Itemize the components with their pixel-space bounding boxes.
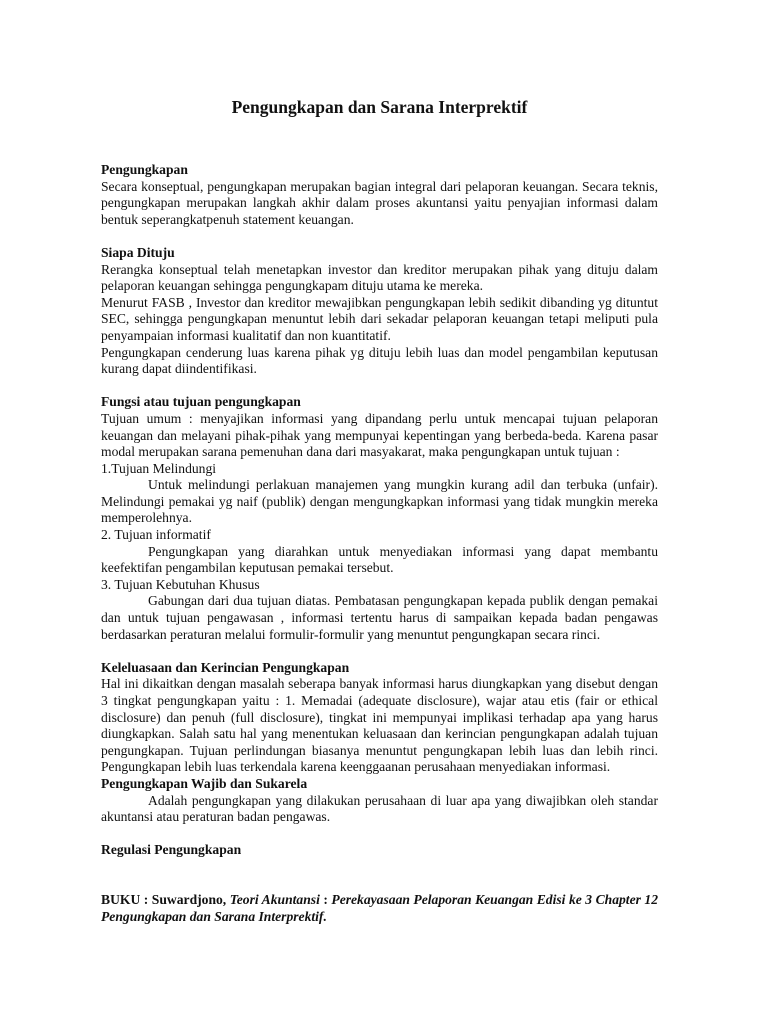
heading-siapa-dituju: Siapa Dituju — [101, 244, 175, 260]
list-item-text: Pengungkapan yang diarahkan untuk menyediakan informasi yang dapat membantu keefektifan pengambilan keputusan pemakai tersebut. — [101, 543, 658, 576]
paragraph-fungsi-umum: Tujuan umum : menyajikan informasi yang dipandang perlu untuk mencapai tujuan pelaporan keuangan dan melayani pihak-pihak yang mempunyai kepentingan yang berbeda-beda. Karena pasar modal merupakan sarana pemenuhan dana dari masyakarat, maka pengungkapan untuk tujuan : — [101, 410, 658, 460]
list-item-text: Untuk melindungi perlakuan manajemen yang mungkin kurang adil dan terbuka (unfair). Melindungi pemakai yg naif (publik) dengan mengungkapkan informasi yang tidak mungkin mereka memperolehnya. — [101, 477, 658, 526]
list-item-text: Gabungan dari dua tujuan diatas. Pembatasan pengungkapan kepada publik dengan pemakai dan untuk tujuan pengawasan , informasi tertentu harus di sampaikan kepada badan pengawas berdasarkan peraturan melalui formulir-formulir yang menuntut pengungkapan secara rinci. — [101, 593, 658, 642]
document-title: Pengungkapan dan Sarana Interprektif — [231, 97, 528, 117]
paragraph-wajib-sukarela: Adalah pengungkapan yang dilakukan perusahaan di luar apa yang diwajibkan oleh standar akuntansi atau peraturan badan pengawas. — [101, 792, 658, 825]
heading-fungsi: Fungsi atau tujuan pengungkapan — [101, 394, 301, 410]
document-page — [101, 96, 658, 925]
spacer — [101, 826, 658, 843]
list-item-title: 1.Tujuan Melindungi — [101, 460, 217, 476]
heading-wajib-sukarela: Pengungkapan Wajib dan Sukarela — [101, 775, 308, 791]
paragraph-pengungkapan: Secara konseptual, pengungkapan merupakan bagian integral dari pelaporan keuangan. Secara teknis, pengungkapan merupakan langkah akhir dalam proses akuntansi yaitu penyajian informasi dalam bentuk seperangkatpenuh statement keuangan. — [101, 178, 658, 227]
paragraph-siapa-dituju-2: Menurut FASB , Investor dan kreditor mewajibkan pengungkapan lebih sedikit dibanding yg dituntut SEC, sehingga pengungkapan menuntut lebih dari sekadar pelaporan keuangan tetapi meliputi pula penyampaian informasi kualitatif dan non kuantitatif. — [101, 294, 658, 343]
reference-prefix: BUKU : Suwardjono, — [101, 891, 230, 907]
paragraph-keleluasaan: Hal ini dikaitkan dengan masalah seberapa banyak informasi harus diungkapkan yang disebut dengan 3 tingkat pengungkapan yaitu : 1. Memadai (adequate disclosure), wajar atau etis (fair or ethical disclosure) dan penuh (full disclosure), tingkat ini mempunyai implikasi terhadap apa yang harus diungkapkan. Salah satu hal yang menentukan keluasaan dan kerincian pengungkapan adalah tujuan pengungkapan. Tujuan perlindungan biasanya menuntut pengungkapan lebih luas dan lebih rinci. Pengungkapan lebih luas terkendala karena keenggaanan perusahaan menyediakan informasi. — [101, 676, 658, 775]
spacer — [101, 643, 658, 660]
heading-keleluasaan: Keleluasaan dan Kerincian Pengungkapan — [101, 659, 350, 675]
reference-book-subtitle: Perekayasaan Pelaporan Keuangan Edisi ke 3 Chapter 12 Pengungkapan dan Sarana Interprektif. — [101, 891, 658, 924]
list-item-title: 3. Tujuan Kebutuhan Khusus — [101, 576, 260, 592]
reference-book-title: Teori Akuntansi — [229, 891, 320, 907]
heading-pengungkapan: Pengungkapan — [101, 162, 188, 177]
paragraph-siapa-dituju-3: Pengungkapan cenderung luas karena pihak yg dituju lebih luas dan model pengambilan keputusan kurang dapat diindentifikasi. — [101, 344, 658, 377]
spacer — [101, 228, 658, 245]
paragraph-siapa-dituju-1: Rerangka konseptual telah menetapkan investor dan kreditor merupakan pihak yang dituju dalam pelaporan keuangan sehingga pengungkapam dituju utama ke mereka. — [101, 261, 658, 294]
list-item-title: 2. Tujuan informatif — [101, 527, 211, 543]
book-reference — [101, 892, 658, 925]
heading-regulasi: Regulasi Pengungkapan — [101, 842, 242, 858]
reference-separator: : — [319, 891, 332, 907]
spacer — [101, 378, 658, 395]
